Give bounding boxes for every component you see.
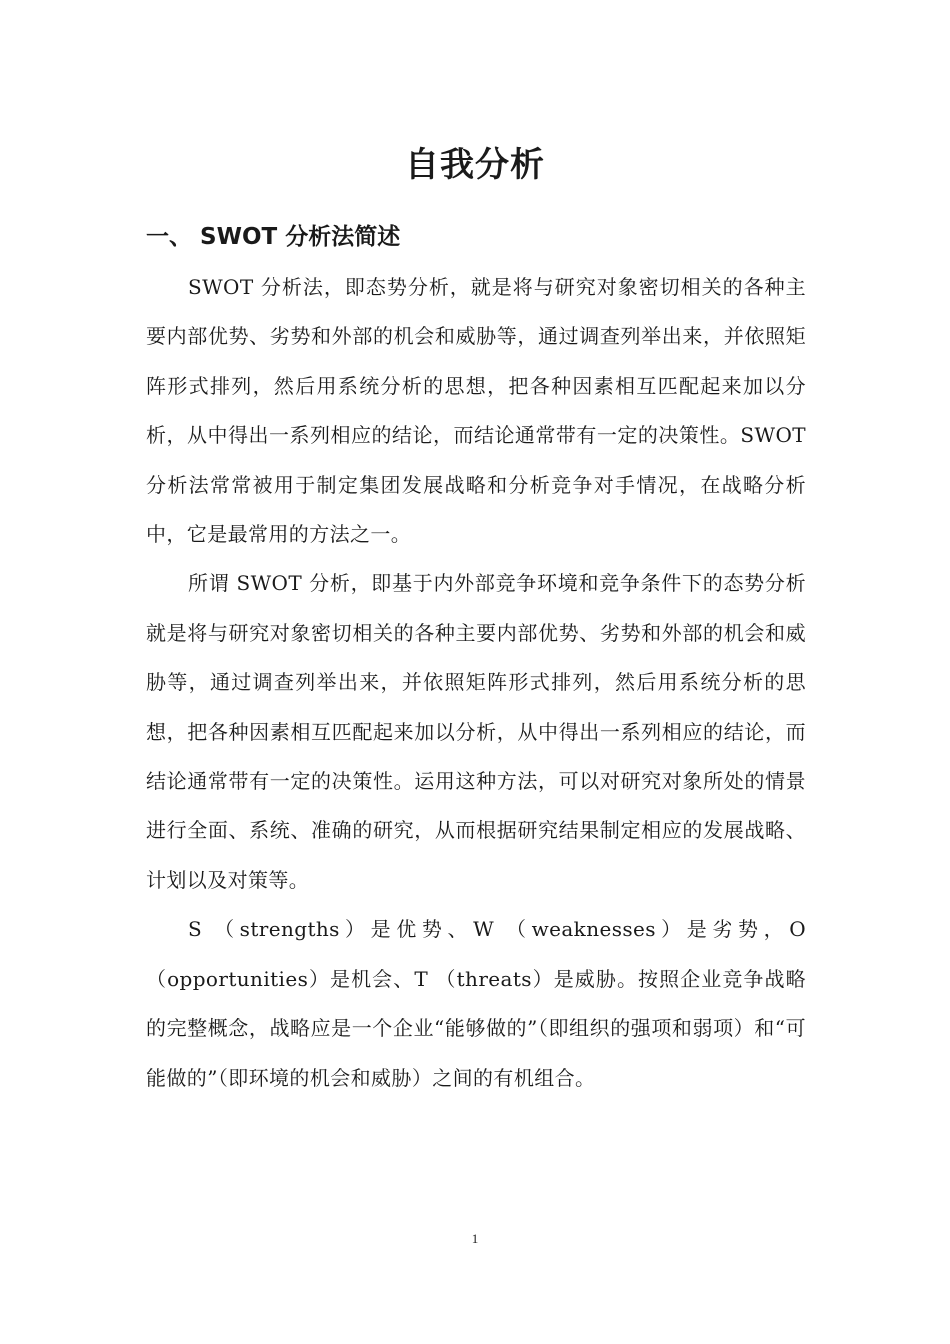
- section-heading: 一、 SWOT 分析法简述: [146, 224, 401, 250]
- paragraph-swot-intro: SWOT 分析法，即态势分析，就是将与研究对象密切相关的各种主要内部优势、劣势和外部的机会和威胁等，通过调查列举出来，并依照矩阵形式排列，然后用系统分析的思想，把各种因素相互匹配起来加以分析，从中得出一系列相应的结论，而结论通常带有一定的决策性。SWOT 分析法常常被用于制定集团发展战略和分析竞争对手情况，在战略分析中，它是最常用的方法之一。: [146, 275, 806, 547]
- paragraph-swot-letters: S （strengths）是优势、W （weaknesses）是劣势，O （opportunities）是机会、T （threats）是威胁。按照企业竞争战略的完整概念，战略应是一个企业“能够做的”（即组织的强项和弱项）和“可能做的”（即环境的机会和威胁）之间的有机组合。: [146, 917, 806, 1090]
- body-text: [146, 263, 806, 1103]
- document-title: 自我分析: [405, 145, 545, 185]
- page-number: 1: [471, 1231, 479, 1246]
- paragraph-swot-definition: 所谓 SWOT 分析，即基于内外部竞争环境和竞争条件下的态势分析就是将与研究对象密切相关的各种主要内部优势、劣势和外部的机会和威胁等，通过调查列举出来，并依照矩阵形式排列，然后用系统分析的思想，把各种因素相互匹配起来加以分析，从中得出一系列相应的结论，而结论通常带有一定的决策性。运用这种方法，可以对研究对象所处的情景进行全面、系统、准确的研究，从而根据研究结果制定相应的发展战略、计划以及对策等。: [146, 571, 806, 892]
